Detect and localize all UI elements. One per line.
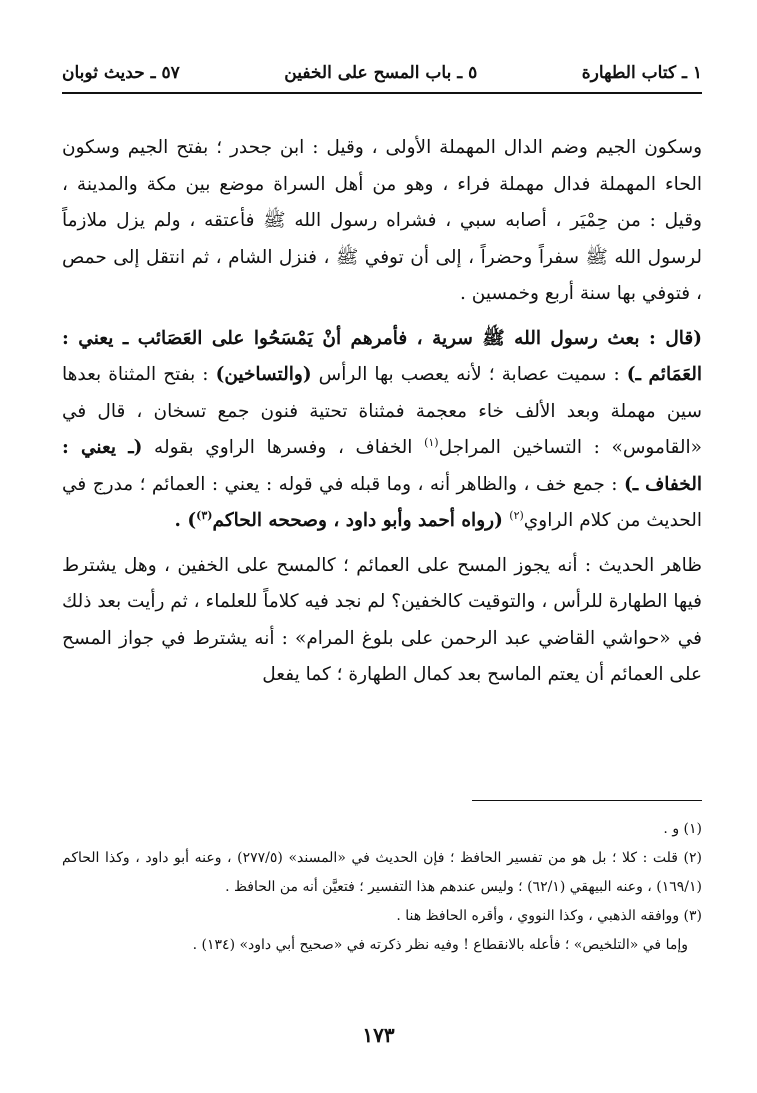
footnote-ref-2[interactable]: (٢): [509, 508, 524, 522]
footnotes: [62, 815, 702, 960]
hadith-term: (والتساخين): [215, 364, 312, 385]
footnote-3: (٣) ووافقه الذهبي ، وكذا النووي ، وأقره الحافظ هنا .: [396, 908, 702, 924]
hadith-source: (رواه أحمد وأبو داود ، وصححه الحاكم: [212, 510, 510, 531]
header-divider: [62, 92, 702, 94]
paragraph-3: ظاهر الحديث : أنه يجوز المسح على العمائم ؛ كالمسح على الخفين ، وهل يشترط فيها الطهارة للرأس ، والتوقيت كالخفين؟ لم نجد فيه كلاماً للعلماء ، ثم رأيت بعد ذلك في «حواشي القاضي عبد الرحمن على بلوغ المرام» : أنه يشترط في جواز المسح على العمائم أن يعتم الماسح بعد كمال الطهارة ؛ كما يفعل: [62, 554, 703, 685]
hadith-quote: (قال : بعث رسول الله ﷺ سرية ، فأمرهم أنْ يَمْسَحُوا على العَصَائب ـ يعني : العَمَائم ـ): [62, 327, 702, 385]
footnote-divider: [472, 800, 702, 801]
page-number: ١٧٣: [362, 1023, 395, 1047]
commentary-text: : جمع خف ، والظاهر أنه ، وما قبله في قوله : يعني : العمائم ؛ مدرج في الحديث من كلام الراوي: [62, 473, 702, 531]
paragraph-2: [62, 321, 702, 540]
header-chapter-title: ٥ ـ باب المسح على الخفين: [284, 63, 478, 83]
commentary-text: الخفاف ، وفسرها الراوي بقوله: [142, 437, 425, 458]
header-book-title: ١ ـ كتاب الطهارة: [581, 63, 702, 83]
commentary-text: : سميت عصابة ؛ لأنه يعصب بها الرأس: [311, 364, 627, 385]
footnote-3-continuation: وإما في «التلخيص» ؛ فأعله بالانقطاع ! وفيه نظر ذكرته في «صحيح أبي داود» (١٣٤) .: [192, 937, 688, 953]
header-hadith-title: ٥٧ ـ حديث ثوبان: [62, 63, 180, 83]
footnote-ref-1[interactable]: (١): [424, 435, 439, 449]
main-text: [62, 130, 702, 694]
hadith-term: (ـ يعني : الخفاف ـ): [62, 437, 702, 495]
footnote-2: (٢) قلت : كلا ؛ بل هو من تفسير الحافظ ؛ فإن الحديث في «المسند» (٢٧٧/٥) ، وعنه أبو داود ، وكذا الحاكم (١٦٩/١) ، وعنه البيهقي (٦٢/١) ؛ وليس عندهم هذا التفسير ؛ فتعيَّن أنه من الحافظ .: [62, 850, 702, 895]
footnote-ref-3[interactable]: (٣): [196, 508, 213, 522]
footnote-1: (١) و .: [663, 821, 702, 837]
paragraph-1: وسكون الجيم وضم الدال المهملة الأولى ، وقيل : ابن جحدر ؛ بفتح الجيم وسكون الحاء المهملة فدال مهملة فراء ، وهو من أهل السراة موضع بين مكة والمدينة ، وقيل : من حِمْيَر ، أصابه سبي ، فشراه رسول الله ﷺ فأعتقه ، ولم يزل ملازماً لرسول الله ﷺ سفراً وحضراً ، إلى أن توفي ﷺ ، فنزل الشام ، ثم انتقل إلى حمص ، فتوفي بها سنة أربع وخمسين .: [62, 137, 702, 304]
hadith-source-end: ) .: [174, 510, 197, 531]
running-header: [62, 56, 702, 90]
commentary-text: : بفتح المثناة بعدها سين مهملة وبعد الألف خاء معجمة فمثناة تحتية فنون جمع تسخان ، قال في «القاموس» : التساخين المراجل: [62, 364, 702, 458]
